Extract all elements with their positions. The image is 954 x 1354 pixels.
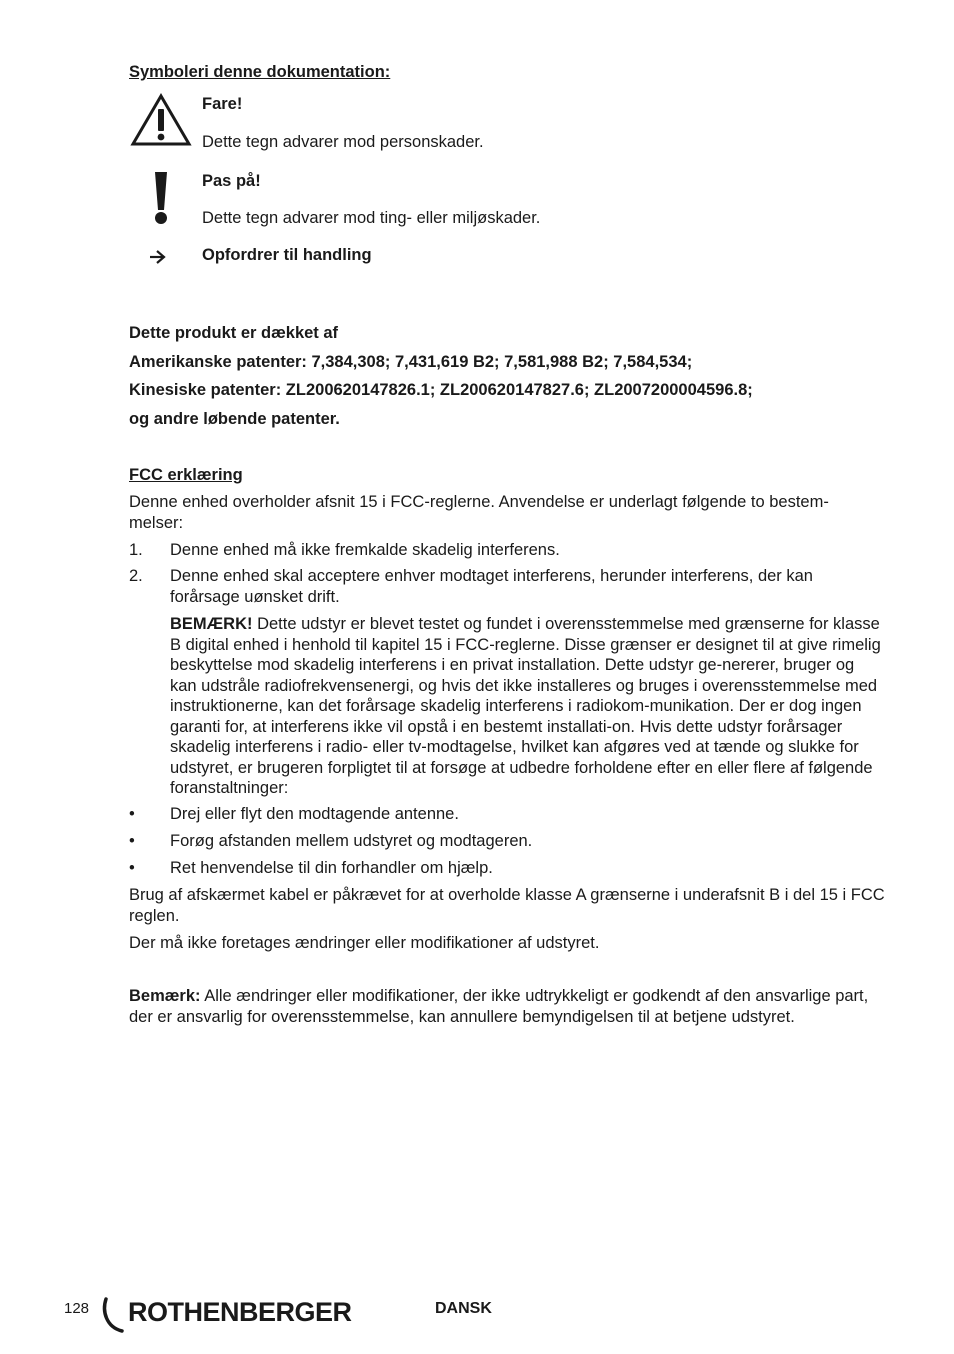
bullet-text: Ret henvendelse til din forhandler om hjælp. xyxy=(170,859,493,877)
symbol-desc-caution: Dette tegn advarer mod ting- eller miljøskader. xyxy=(202,209,541,227)
bullet-marker: • xyxy=(129,805,135,823)
warning-triangle-icon xyxy=(129,93,193,147)
symbol-title-danger: Fare! xyxy=(202,95,243,113)
symbol-desc-danger: Dette tegn advarer mod personskader. xyxy=(202,133,484,151)
arrow-right-icon xyxy=(149,249,167,265)
symbol-row-action xyxy=(129,246,889,270)
page-number: 128 xyxy=(64,1300,90,1317)
fcc-intro: Denne enhed overholder afsnit 15 i FCC-reglerne. Anvendelse er underlagt følgende to bestem-melser: xyxy=(129,493,829,532)
remark-label: Bemærk: xyxy=(129,987,201,1005)
exclamation-icon xyxy=(129,172,193,226)
symbol-title-caution: Pas på! xyxy=(202,172,261,190)
bullet-marker: • xyxy=(129,859,135,877)
fcc-no-changes: Der må ikke foretages ændringer eller modifikationer af udstyret. xyxy=(129,934,600,952)
patent-intro: Dette produkt er dækket af xyxy=(129,324,339,342)
patent-other: og andre løbende patenter. xyxy=(129,410,340,428)
note-text: Dette udstyr er blevet testet og fundet i overensstemmelse med grænserne for klasse B digital enhed i henhold til kapitel 15 i FCC-reglerne. Disse grænser er designet til at give rimelig beskyttelse mod skadelig interferens i en privat installation. Dette udstyr ge-nererer, bruger og kan udstråle radiofrekvensenergi, og hvis det ikke installeres og bruges i overensstemmelse med instruktionerne, kan det forårsage skadelig interferens i radiokom-munikation. Der er dog ingen garanti for, at interferens ikke vil opstå i en bestemt installati-on. Hvis dette udstyr forårsager skadelig interferens i radio- eller tv-modtagelse, hvilket kan afgøres ved at tænde og slukke for udstyret, er brugeren forpligtet til at forsøge at udbedre forholdene efter en eller flere af følgende foranstaltninger: xyxy=(170,615,881,797)
bullet-text: Forøg afstanden mellem udstyret og modtageren. xyxy=(170,832,533,850)
note-label: BEMÆRK! xyxy=(170,615,253,633)
remark-text: Alle ændringer eller modifikationer, der ikke udtrykkeligt er godkendt af den ansvarlige part, der er ansvarlig for overensstemmelse, kan annullere bemyndigelsen til at betjene udstyret. xyxy=(129,987,869,1026)
fcc-heading: FCC erklæring xyxy=(129,466,243,484)
list-marker: 1. xyxy=(129,541,143,559)
patent-cn: Kinesiske patenter: ZL200620147826.1; ZL200620147827.6; ZL2007200004596.8; xyxy=(129,381,753,399)
symbol-row-danger xyxy=(129,93,889,153)
symbols-heading: Symboleri denne dokumentation: xyxy=(129,63,391,81)
bullet-text: Drej eller flyt den modtagende antenne. xyxy=(170,805,459,823)
symbol-title-action: Opfordrer til handling xyxy=(202,246,372,264)
fcc-note xyxy=(170,614,885,799)
patent-us: Amerikanske patenter: 7,384,308; 7,431,619 B2; 7,581,988 B2; 7,584,534; xyxy=(129,353,693,371)
brand-name: ROTHENBERGER xyxy=(128,1297,352,1327)
footer-language: DANSK xyxy=(435,1300,492,1317)
symbol-row-caution xyxy=(129,170,889,230)
fcc-remark xyxy=(129,986,891,1027)
fcc-shielded-cable: Brug af afskærmet kabel er påkrævet for at overholde klasse A grænserne i underafsnit B i del 15 i FCC reglen. xyxy=(129,886,885,925)
list-text: Denne enhed skal acceptere enhver modtaget interferens, herunder interferens, der kan forårsage uønsket drift. xyxy=(170,567,813,606)
list-marker: 2. xyxy=(129,567,143,585)
rothenberger-logo xyxy=(100,1293,350,1335)
bullet-marker: • xyxy=(129,832,135,850)
list-text: Denne enhed må ikke fremkalde skadelig interferens. xyxy=(170,541,560,559)
